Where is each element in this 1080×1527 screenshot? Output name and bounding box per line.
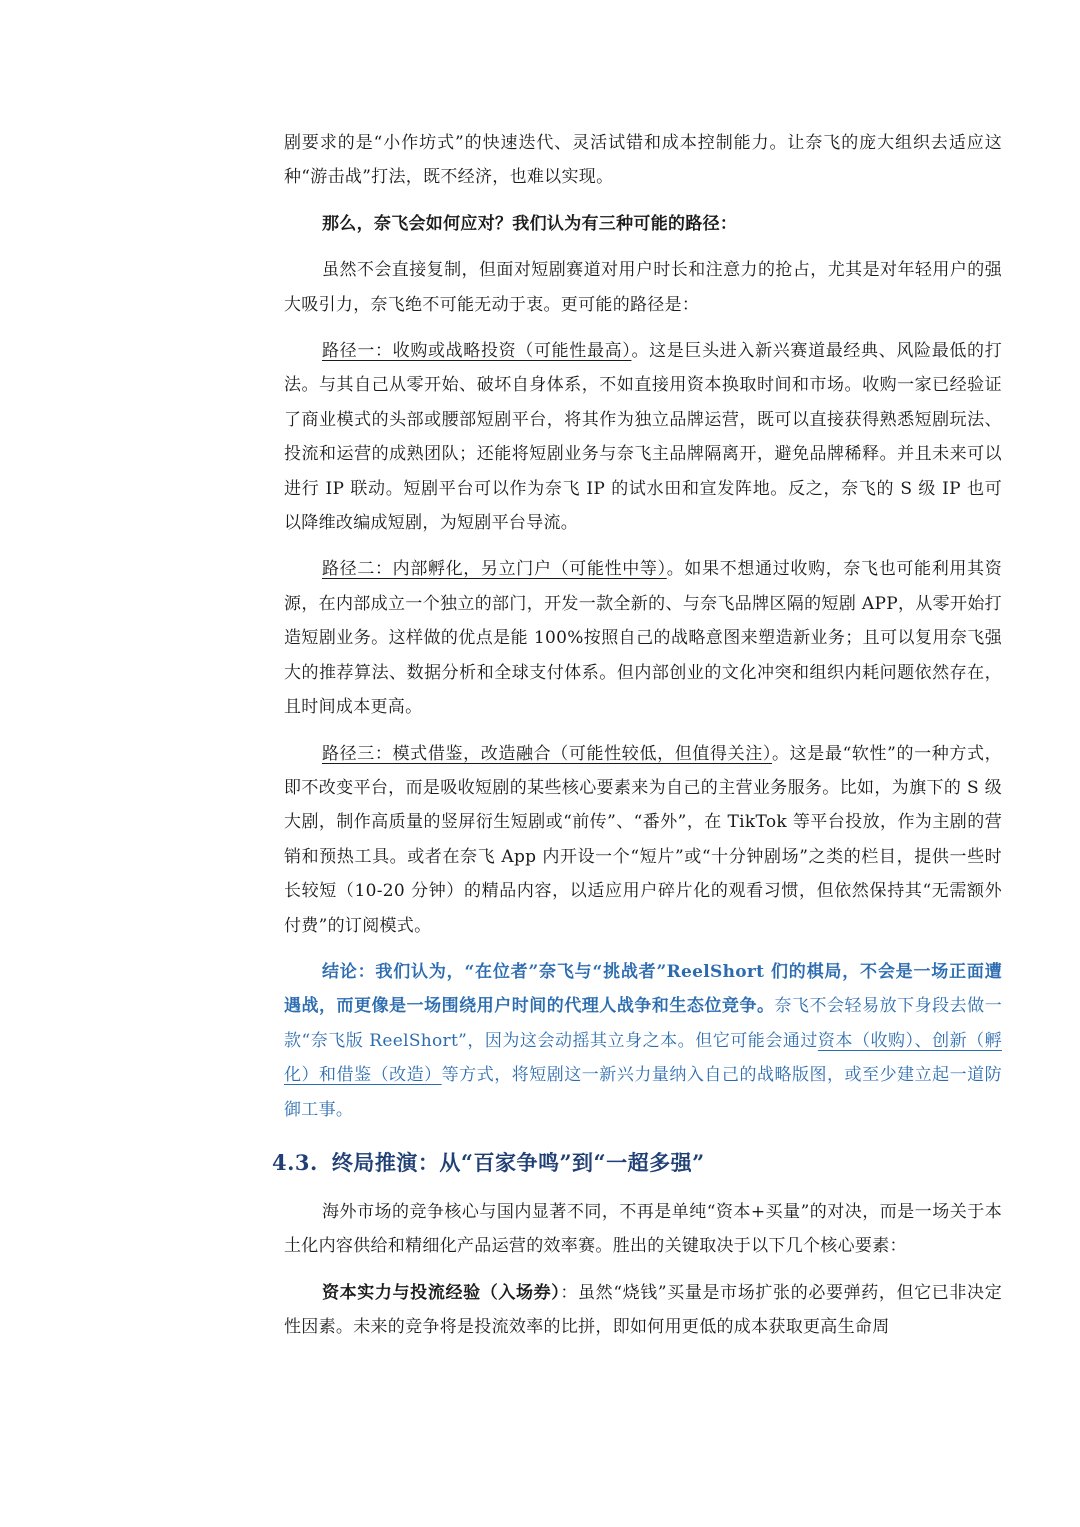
conclusion-text-two: 等方式，将短剧这一新兴力量纳入自己的战略版图，或至少建立起一道防御工事。 [284,1065,1002,1120]
paragraph-question [284,207,1002,241]
path-three-title: 路径三：模式借鉴，改造融合（可能性较低，但值得关注） [322,743,773,764]
document-body [272,126,1003,1357]
path-one-title: 路径一：收购或战略投资（可能性最高） [322,341,632,362]
paragraph-text: 海外市场的竞争核心与国内显著不同，不再是单纯“资本+买量”的对决，而是一场关于本土化内容供给和精细化产品运营的效率赛。胜出的关键取决于以下几个核心要素： [284,1201,1002,1257]
question-text: 那么，奈飞会如何应对？我们认为有三种可能的路径： [322,213,738,234]
paragraph-path-one [284,334,1002,540]
section-title: 终局推演：从“百家争鸣”到“一超多强” [331,1149,705,1175]
conclusion-underlined-text: 资本（收购）、创新（孵化）和借鉴（改造） [284,1030,1002,1086]
paragraph-context [284,253,1002,322]
paragraph-conclusion [284,955,1002,1127]
paragraph-text: 虽然不会直接复制，但面对短剧赛道对用户时长和注意力的抢占，尤其是对年轻用户的强大吸引力，奈飞绝不可能无动于衷。更可能的路径是： [284,260,1002,315]
capital-strength-text: ：虽然“烧钱”买量是市场扩张的必要弹药，但它已非决定性因素。未来的竞争将是投流效率的比拼，即如何用更低的成本获取更高生命周 [284,1282,1002,1338]
capital-strength-title: 资本实力与投流经验（入场券） [322,1282,561,1303]
section-number: 4.3. [272,1149,318,1175]
paragraph-path-three [284,737,1002,943]
conclusion-bold-text: 结论：我们认为，“在位者”奈飞与“挑战者”ReelShort 们的棋局，不会是一场正面遭遇战，而更像是一场围绕用户时间的代理人战争和生态位竞争。 [284,961,1002,1017]
paragraph-text: 剧要求的是“小作坊式”的快速迭代、灵活试错和成本控制能力。让奈飞的庞大组织去适应这种“游击战”打法，既不经济，也难以实现。 [284,133,1002,188]
paragraph-intro-continued [284,126,1002,195]
path-two-title: 路径二：内部孵化，另立门户（可能性中等） [322,559,667,580]
paragraph-competition-core [284,1195,1002,1264]
paragraph-path-two [284,552,1002,724]
conclusion-text-one: 奈飞不会轻易放下身段去做一款“奈飞版 ReelShort”，因为这会动摇其立身之本。但它可能会通过 [284,996,1002,1051]
section-heading [272,1145,990,1181]
path-one-text: 。这是巨头进入新兴赛道最经典、风险最低的打法。与其自己从零开始、破坏自身体系，不如直接用资本换取时间和市场。收购一家已经验证了商业模式的头部或腰部短剧平台，将其作为独立品牌运营，既可以直接获得熟悉短剧玩法、投流和运营的成熟团队；还能将短剧业务与奈飞主品牌隔离开，避免品牌稀释。并且未来可以进行 IP 联动。短剧平台可以作为奈飞 IP 的试水田和宣发阵地。反之，奈飞的 S 级 IP 也可以降维改编成短剧，为短剧平台导流。 [284,341,1002,534]
path-two-text: 。如果不想通过收购，奈飞也可能利用其资源，在内部成立一个独立的部门，开发一款全新的、与奈飞品牌区隔的短剧 APP，从零开始打造短剧业务。这样做的优点是能 100%按照自己的战略意图来塑造新业务；且可以复用奈飞强大的推荐算法、数据分析和全球支付体系。但内部创业的文化冲突和组织内耗问题依然存在，且时间成本更高。 [284,559,1003,718]
path-three-text: 。这是最“软性”的一种方式，即不改变平台，而是吸收短剧的某些核心要素来为自己的主营业务服务。比如，为旗下的 S 级大剧，制作高质量的竖屏衍生短剧或“前传”、“番外”，在 TikTok 等平台投放，作为主剧的营销和预热工具。或者在奈飞 App 内开设一个“短片”或“十分钟剧场”之类的栏目，提供一些时长较短（10-20 分钟）的精品内容，以适应用户碎片化的观看习惯，但依然保持其“无需额外付费”的订阅模式。 [284,743,1002,936]
paragraph-capital-strength [284,1276,1002,1345]
